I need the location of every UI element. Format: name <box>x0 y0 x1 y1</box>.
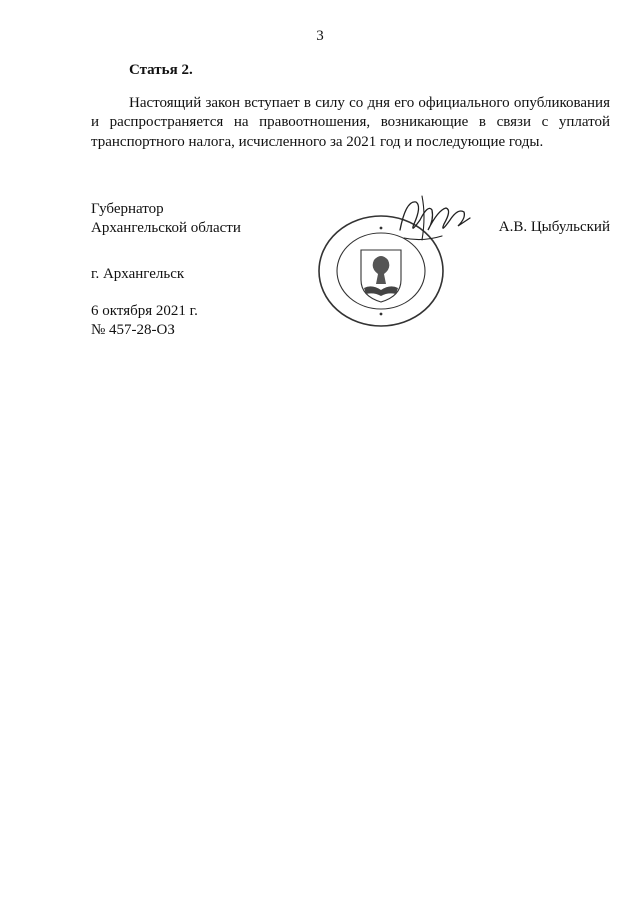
signing-city: г. Архангельск <box>91 266 185 282</box>
page-number: 3 <box>316 28 324 44</box>
law-number: № 457-28-ОЗ <box>91 322 175 338</box>
signer-name: А.В. Цыбульский <box>498 219 610 235</box>
handwritten-signature <box>392 190 474 250</box>
signer-title-line1: Губернатор <box>91 201 164 217</box>
signer-title <box>91 200 241 238</box>
signing-date: 6 октября 2021 г. <box>91 303 198 319</box>
signer-title-line2: Архангельской области <box>91 220 241 236</box>
article-heading: Статья 2. <box>129 62 193 78</box>
article-text: Настоящий закон вступает в силу со дня его официального опубликования и распространяется на правоотношения, возникающие в связи с уплатой транспортного налога, исчисленного за 2021 год и последующие годы. <box>91 95 610 150</box>
